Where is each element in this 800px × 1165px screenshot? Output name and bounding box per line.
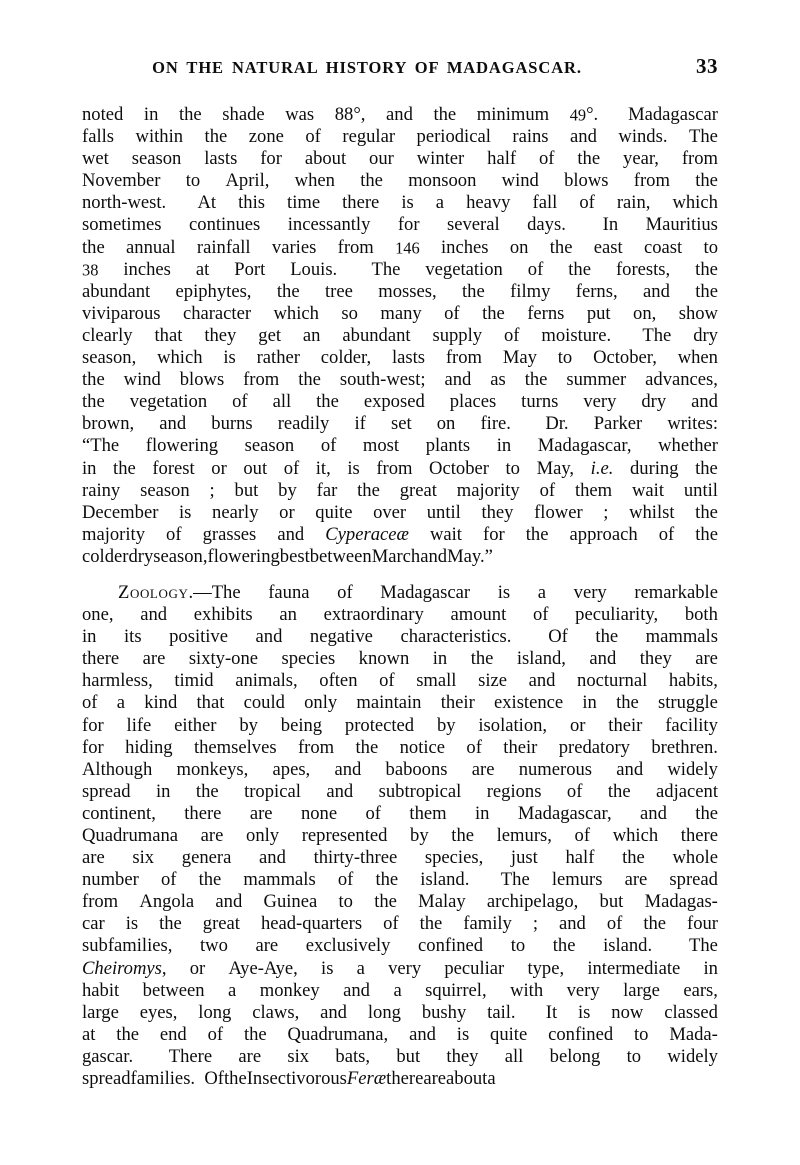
old-style-numeral: 38 xyxy=(82,260,99,280)
text-line: brown, and burns readily if set on fire. Dr. Parker writes: xyxy=(82,413,718,435)
text-line: spread families. Of the Insectivorous Feræ there are about a xyxy=(82,1068,496,1090)
text-line: noted in the shade was 88°, and the minimum 49°. Madagascar xyxy=(82,104,718,125)
text-line: colder dry season, flowering best between March and May.” xyxy=(82,545,493,567)
text-line: there are sixty-one species known in the island, and they are xyxy=(82,648,718,670)
text-line: wet season lasts for about our winter half of the year, from xyxy=(82,148,718,170)
paragraph-climate xyxy=(82,104,718,568)
text-line: falls within the zone of regular periodical rains and winds. The xyxy=(82,126,718,148)
text-line: continent, there are none of them in Madagascar, and the xyxy=(82,802,718,824)
text-line: sometimes continues incessantly for several days. In Mauritius xyxy=(82,214,718,236)
text-line: north-west. At this time there is a heavy fall of rain, which xyxy=(82,192,718,214)
page-header-title: ON THE NATURAL HISTORY OF MADAGASCAR. xyxy=(152,58,582,77)
text-line: number of the mammals of the island. The lemurs are spread xyxy=(82,869,718,891)
text-line: large eyes, long claws, and long bushy tail. It is now classed xyxy=(82,1001,718,1023)
text-line: from Angola and Guinea to the Malay archipelago, but Madagas- xyxy=(82,891,718,913)
text-line: viviparous character which so many of the ferns put on, show xyxy=(82,302,718,324)
text-line: gascar. There are six bats, but they all belong to widely xyxy=(82,1045,718,1067)
text-line: season, which is rather colder, lasts from May to October, when xyxy=(82,347,718,369)
running-head xyxy=(82,54,718,82)
page-number: 33 xyxy=(696,54,718,78)
text-line: at the end of the Quadrumana, and is quite confined to Mada- xyxy=(82,1023,718,1045)
old-style-numeral: 146 xyxy=(395,238,420,258)
text-line: the wind blows from the south-west; and as the summer advances, xyxy=(82,369,718,391)
italic-term: Cheiromys xyxy=(82,957,162,979)
text-line: Although monkeys, apes, and baboons are numerous and widely xyxy=(82,758,718,780)
text-line: 38 inches at Port Louis. The vegetation of the forests, the xyxy=(82,258,718,280)
italic-term: Feræ xyxy=(346,1068,387,1090)
text-line: habit between a monkey and a squirrel, with very large ears, xyxy=(82,979,718,1001)
text-line: subfamilies, two are exclusively confined to the island. The xyxy=(82,935,718,957)
text-line: in the forest or out of it, is from October to May, i.e. during the xyxy=(82,457,718,479)
text-line: in its positive and negative characteristics. Of the mammals xyxy=(82,626,718,648)
text-line: the annual rainfall varies from 146 inches on the east coast to xyxy=(82,236,718,258)
text-line: abundant epiphytes, the tree mosses, the filmy ferns, and the xyxy=(82,280,718,302)
text-line: of a kind that could only maintain their existence in the struggle xyxy=(82,692,718,714)
text-line: rainy season ; but by far the great majority of them wait until xyxy=(82,479,718,501)
body-text xyxy=(82,104,718,1090)
old-style-numeral: 49 xyxy=(569,105,587,125)
text-line: for life either by being protected by isolation, or their facility xyxy=(82,714,718,736)
text-line: car is the great head-quarters of the family ; and of the four xyxy=(82,913,718,935)
text-line: spread in the tropical and subtropical regions of the adjacent xyxy=(82,780,718,802)
paragraph-zoology xyxy=(82,582,718,1090)
text-line: for hiding themselves from the notice of their predatory brethren. xyxy=(82,736,718,758)
text-line: one, and exhibits an extraordinary amount of peculiarity, both xyxy=(82,604,718,626)
text-line: November to April, when the monsoon wind blows from the xyxy=(82,170,718,192)
text-line: the vegetation of all the exposed places turns very dry and xyxy=(82,391,718,413)
italic-term: i.e. xyxy=(590,457,614,479)
text-line: Zoology.—The fauna of Madagascar is a very remarkable xyxy=(118,581,718,603)
text-line: are six genera and thirty-three species, just half the whole xyxy=(82,847,718,869)
text-line: majority of grasses and Cyperaceæ wait for the approach of the xyxy=(82,523,718,545)
text-line: December is nearly or quite over until they flower ; whilst the xyxy=(82,501,718,523)
text-line: Cheiromys, or Aye-Aye, is a very peculiar type, intermediate in xyxy=(82,957,718,979)
text-line: clearly that they get an abundant supply of moisture. The dry xyxy=(82,324,718,346)
text-line: Quadrumana are only represented by the lemurs, of which there xyxy=(82,825,718,846)
italic-term: Cyperaceæ xyxy=(325,523,409,545)
text-line: “The flowering season of most plants in Madagascar, whether xyxy=(82,435,718,457)
section-label: Zoology xyxy=(118,581,189,603)
text-line: harmless, timid animals, often of small size and nocturnal habits, xyxy=(82,670,718,692)
